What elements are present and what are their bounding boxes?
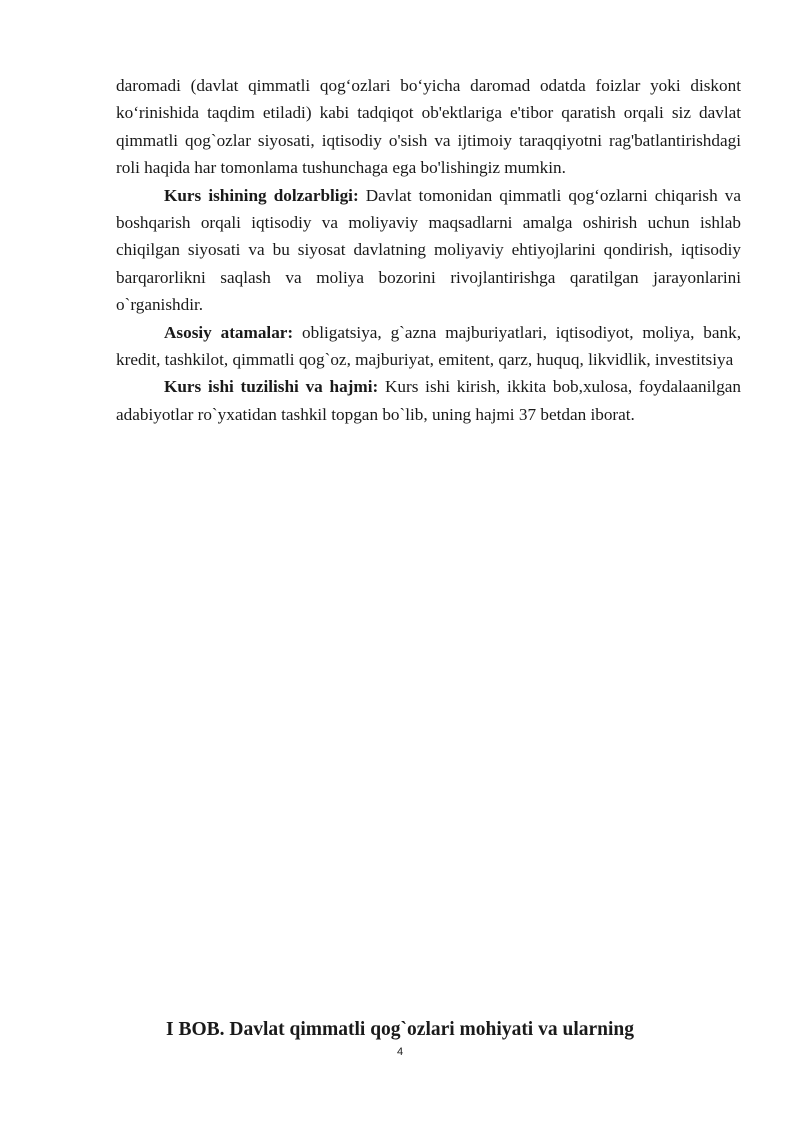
relevance-label: Kurs ishining dolzarbligi:	[164, 185, 359, 205]
document-body	[116, 72, 741, 428]
structure-label: Kurs ishi tuzilishi va hajmi:	[164, 377, 379, 397]
relevance-text: Davlat tomonidan qimmatli qog‘ozlarni chiqarish va boshqarish orqali iqtisodiy va moliyaviy maqsadlarni amalga oshirish uchun ishlab chiqilgan siyosati va bu siyosat davlatning moliyaviy ehtiyojlarini qondirish, iqtisodiy barqarorlikni saqlash va moliya bozorini rivojlantirishga qaratilgan jarayonlarini o`rganishdir.	[116, 185, 741, 315]
page-number: 4	[396, 1046, 404, 1058]
paragraph-relevance	[116, 182, 741, 319]
paragraph-structure	[116, 373, 741, 428]
chapter-heading: I BOB. Davlat qimmatli qog`ozlari mohiyati va ularning	[165, 1019, 635, 1040]
structure-text: Kurs ishi kirish, ikkita bob,xulosa, foydalaanilgan adabiyotlar ro`yxatidan tashkil topgan bo`lib, uning hajmi 37 betdan iborat.	[116, 377, 742, 424]
paragraph-intro-continuation: daromadi (davlat qimmatli qog‘ozlari bo‘yicha daromad odatda foizlar yoki diskont ko‘rinishida taqdim etiladi) kabi tadqiqot ob'ektlariga e'tibor qaratish orqali siz davlat qimmatli qog`ozlar siyosati, iqtisodiy o'sish va ijtimoiy taraqqiyotni rag'batlantirishdagi roli haqida har tomonlama tushunchaga ega bo'lishingiz mumkin.	[116, 76, 741, 178]
key-terms-label: Asosiy atamalar:	[164, 322, 294, 342]
key-terms-text: obligatsiya, g`azna majburiyatlari, iqtisodiyot, moliya, bank, kredit, tashkilot, qimmatli qog`oz, majburiyat, emitent, qarz, huquq, likvidlik, investitsiya	[116, 322, 742, 370]
paragraph-key-terms	[116, 319, 741, 374]
